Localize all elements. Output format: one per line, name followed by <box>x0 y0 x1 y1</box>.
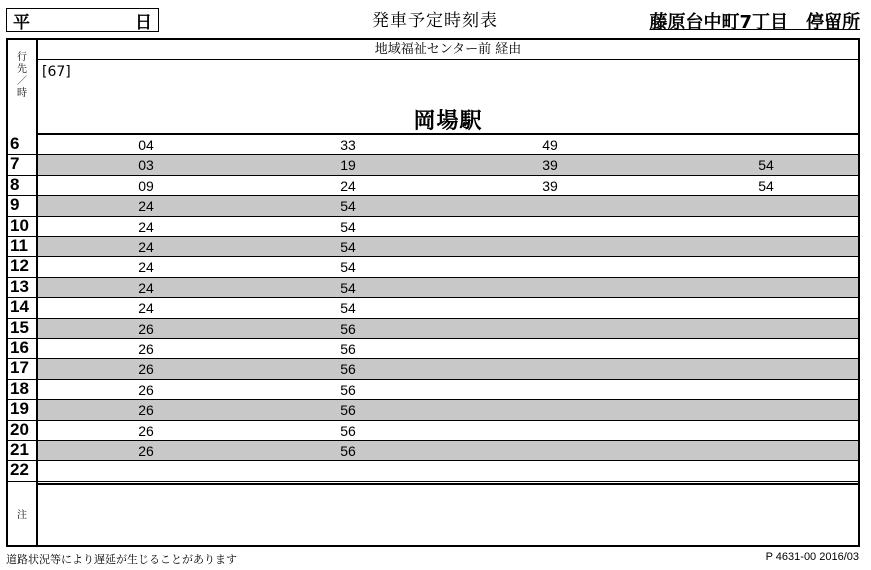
minute-cells <box>38 400 858 419</box>
departure-minute: 26 <box>138 402 154 419</box>
table-row <box>8 380 858 400</box>
route-number: [67] <box>42 64 71 80</box>
minute-cells <box>38 155 858 174</box>
departure-minute: 56 <box>340 361 356 378</box>
departure-minute: 33 <box>340 137 356 153</box>
table-row <box>8 155 858 175</box>
footer-code: P 4631-00 2016/03 <box>765 551 859 563</box>
hour-label: 17 <box>10 358 29 378</box>
hour-label: 13 <box>10 276 29 296</box>
table-row <box>8 176 858 196</box>
minute-cells <box>38 217 858 236</box>
departure-minute: 24 <box>138 239 154 255</box>
minute-cells <box>38 461 858 480</box>
departure-minute: 24 <box>138 300 154 317</box>
departure-minute: 54 <box>340 300 356 317</box>
hour-label: 10 <box>10 215 29 235</box>
departure-minute: 24 <box>138 198 154 215</box>
departure-minute: 26 <box>138 341 154 357</box>
day-type-box <box>6 8 159 32</box>
note-label: 注 <box>17 510 27 521</box>
destination: 岡場駅 <box>413 109 483 134</box>
minute-cells <box>38 176 858 195</box>
minute-cells <box>38 421 858 440</box>
table-row <box>8 217 858 237</box>
table-row <box>8 196 858 216</box>
departure-minute: 54 <box>340 259 356 276</box>
table-row <box>8 298 858 318</box>
table-row <box>8 135 858 155</box>
table-row <box>8 421 858 441</box>
minute-cells <box>38 319 858 338</box>
hour-label: 15 <box>10 317 29 337</box>
hour-label: 12 <box>10 256 29 276</box>
departure-minute: 09 <box>138 177 154 194</box>
stop-name: 藤原台中町7丁目 停留所 <box>649 12 860 33</box>
minute-cells <box>38 441 858 460</box>
minute-cells <box>38 196 858 215</box>
minute-cells <box>38 339 858 358</box>
table-row <box>8 441 858 461</box>
page-title: 発車予定時刻表 <box>372 11 498 31</box>
minute-cells <box>38 135 858 154</box>
table-row <box>8 257 858 277</box>
hour-label: 16 <box>10 338 29 357</box>
minute-cells <box>38 298 858 317</box>
hour-label: 21 <box>10 440 29 459</box>
side-label-char: 先 <box>17 64 27 75</box>
hour-label: 14 <box>10 297 29 317</box>
minute-cells <box>38 237 858 256</box>
departure-minute: 19 <box>340 157 356 174</box>
notes-area <box>38 483 858 545</box>
departure-minute: 54 <box>340 198 356 215</box>
hour-label: 22 <box>10 460 29 480</box>
departure-minute: 54 <box>340 239 356 255</box>
departure-minute: 56 <box>340 443 356 459</box>
departure-minute: 54 <box>340 218 356 235</box>
hour-label: 11 <box>10 236 28 255</box>
hour-label: 8 <box>10 174 20 194</box>
day-type-left: 平 <box>13 12 30 33</box>
departure-minute: 54 <box>340 279 356 296</box>
hour-label: 6 <box>10 134 20 153</box>
departure-minute: 56 <box>340 381 356 398</box>
table-row <box>8 339 858 359</box>
table-row <box>8 278 858 298</box>
departure-minute: 24 <box>138 279 154 296</box>
departure-minute: 54 <box>758 157 774 174</box>
table-row <box>8 319 858 339</box>
hour-label: 19 <box>10 399 29 419</box>
departure-minute: 24 <box>138 259 154 276</box>
departure-minute: 56 <box>340 422 356 439</box>
departure-minute: 56 <box>340 320 356 337</box>
departure-minute: 56 <box>340 402 356 419</box>
hour-label: 18 <box>10 378 29 398</box>
departure-minute: 26 <box>138 320 154 337</box>
footer-disclaimer: 道路状況等により遅延が生じることがあります <box>6 553 237 566</box>
departure-minute: 56 <box>340 341 356 357</box>
side-label-char: ／ <box>17 76 27 87</box>
hour-label: 7 <box>10 154 20 174</box>
via-label: 地域福祉センター前 経由 <box>38 40 858 60</box>
minute-cells <box>38 359 858 378</box>
departure-minute: 26 <box>138 443 154 459</box>
departure-minute: 39 <box>542 177 558 194</box>
departure-minute: 04 <box>138 137 154 153</box>
timetable-sheet <box>6 38 860 547</box>
departure-minute: 49 <box>542 137 558 153</box>
minute-cells <box>38 257 858 276</box>
table-row <box>8 400 858 420</box>
side-label-char: 行 <box>17 52 27 63</box>
departure-minute: 24 <box>138 218 154 235</box>
departure-minute: 54 <box>758 177 774 194</box>
departure-minute: 26 <box>138 381 154 398</box>
table-row <box>8 359 858 379</box>
departure-minute: 26 <box>138 422 154 439</box>
minute-cells <box>38 278 858 297</box>
hour-label: 20 <box>10 419 29 439</box>
route-header <box>38 40 858 135</box>
departure-minute: 26 <box>138 361 154 378</box>
side-label <box>8 52 36 100</box>
hour-label: 9 <box>10 195 20 215</box>
table-row <box>8 461 858 481</box>
side-label-char: 時 <box>17 88 27 99</box>
departure-minute: 03 <box>138 157 154 174</box>
departure-minute: 24 <box>340 177 356 194</box>
departure-minute: 39 <box>542 157 558 174</box>
table-row <box>8 237 858 257</box>
minute-cells <box>38 380 858 399</box>
day-type-right: 日 <box>135 12 152 33</box>
